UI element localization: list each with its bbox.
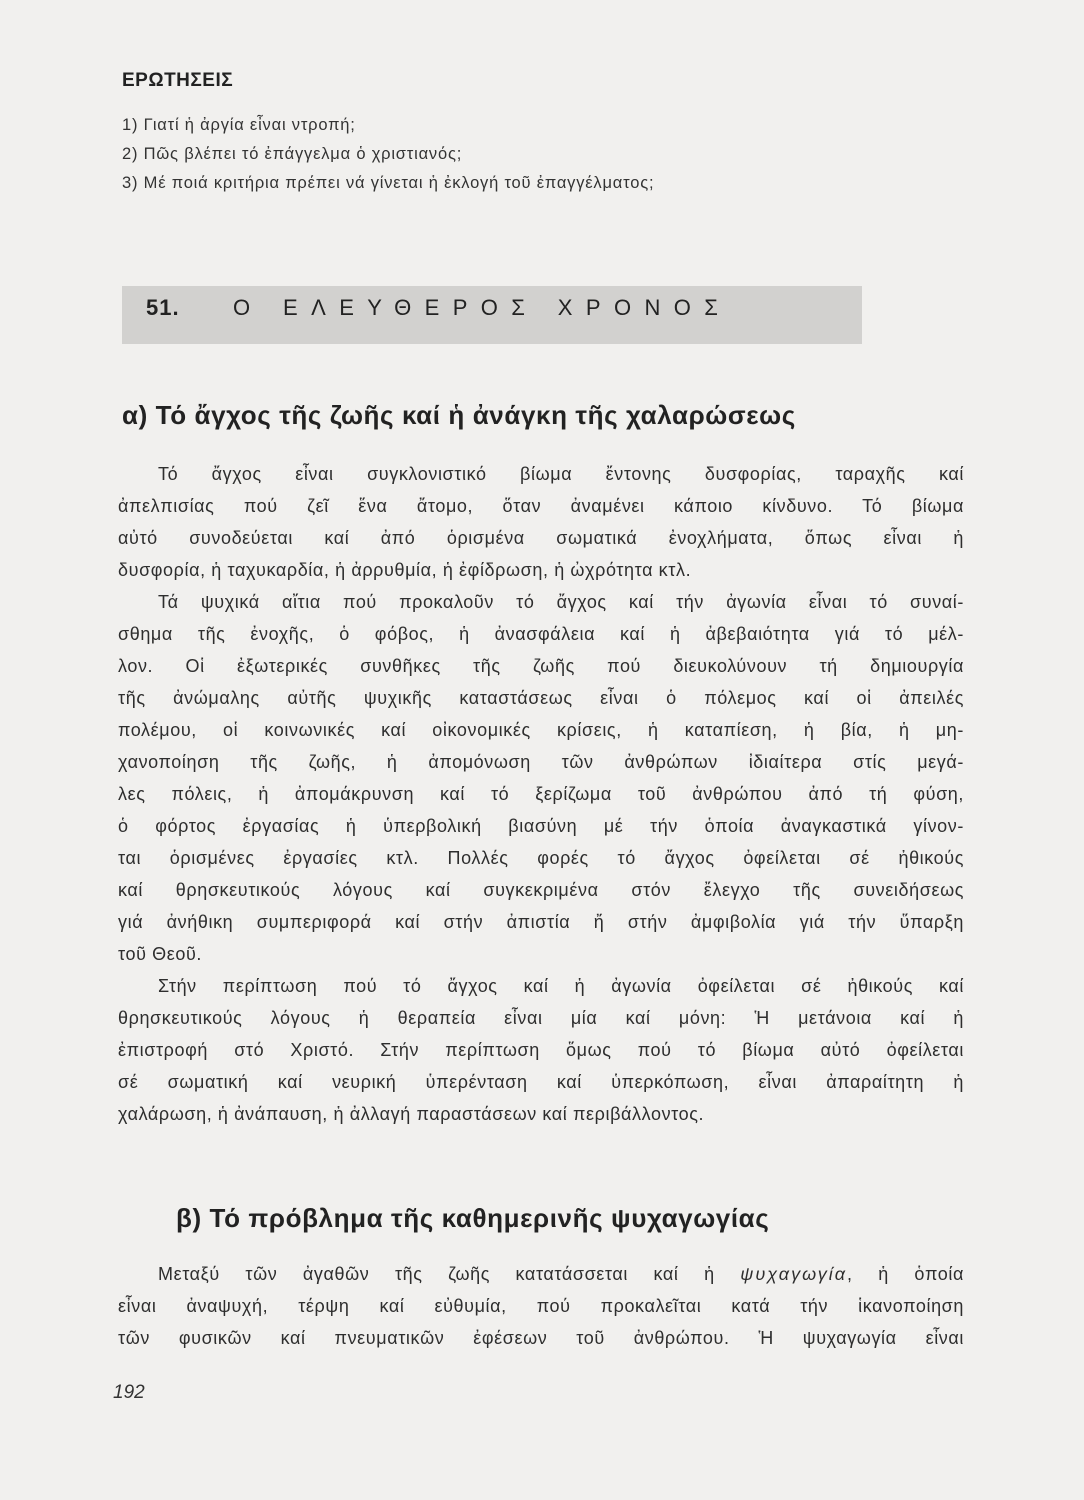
paragraph-line: Τό ἄγχος εἶναι συγκλονιστικό βίωμα ἔντονης δυσφορίας, ταραχῆς καί <box>158 464 964 484</box>
paragraph-line: θρησκευτικούς λόγους ἡ θεραπεία εἶναι μία καί μόνη: Ἡ μετάνοια καί ἡ <box>118 1008 964 1028</box>
paragraph-line: Στήν περίπτωση πού τό ἄγχος καί ἡ ἀγωνία ὀφείλεται σέ ἠθικούς καί <box>158 976 964 996</box>
questions-list <box>122 111 982 198</box>
section-b-heading: β) Τό πρόβλημα τῆς καθημερινῆς ψυχαγωγίας <box>176 1203 770 1233</box>
paragraph-line: πολέμου, οἱ κοινωνικές καί οἰκονομικές κρίσεις, ἡ καταπίεση, ἡ βία, ἡ μη- <box>118 720 964 740</box>
emphasized-term: ψυχαγωγία <box>740 1264 848 1284</box>
chapter-number: 51. <box>146 295 180 320</box>
paragraph-line: καί θρησκευτικούς λόγους καί συγκεκριμένα στόν ἔλεγχο τῆς συνειδήσεως <box>118 880 964 900</box>
paragraph-line: χανοποίηση τῆς ζωῆς, ἡ ἀπομόνωση τῶν ἀνθρώπων ἰδιαίτερα στίς μεγά- <box>118 752 964 772</box>
chapter-title: Ο ΕΛΕΥΘΕΡΟΣ ΧΡΟΝΟΣ <box>233 295 732 320</box>
paragraph-line: δυσφορία, ἡ ταχυκαρδία, ἡ ἀρρυθμία, ἡ ἐφίδρωση, ἡ ὠχρότητα κτλ. <box>118 560 692 580</box>
paragraph-line: τῶν φυσικῶν καί πνευματικῶν ἐφέσεων τοῦ ἀνθρώπου. Ἡ ψυχαγωγία εἶναι <box>118 1328 964 1348</box>
paragraph-line: χαλάρωση, ἡ ἀνάπαυση, ἡ ἀλλαγή παραστάσεων καί περιβάλλοντος. <box>118 1104 705 1124</box>
paragraph-line: Τά ψυχικά αἴτια πού προκαλοῦν τό ἄγχος καί τήν ἀγωνία εἶναι τό συναί- <box>158 592 964 612</box>
section-a-body <box>118 458 964 1130</box>
paragraph-line: σέ σωματική καί νευρική ὑπερένταση καί ὑπερκόπωση, εἶναι ἀπαραίτητη ἡ <box>118 1072 964 1092</box>
paragraph-line <box>118 1258 964 1290</box>
question-item: 1) Γιατί ἡ ἀργία εἶναι ντροπή; <box>122 116 356 134</box>
line-text: , ἡ ὁποία <box>847 1264 964 1284</box>
section-b-body <box>118 1258 964 1354</box>
paragraph-line: σθημα τῆς ἐνοχῆς, ὁ φόβος, ἡ ἀνασφάλεια καί ἡ ἀβεβαιότητα γιά τό μέλ- <box>118 624 964 644</box>
paragraph-line: αὐτό συνοδεύεται καί ἀπό ὁρισμένα σωματικά ἐνοχλήματα, ὅπως εἶναι ἡ <box>118 528 964 548</box>
question-item: 3) Μέ ποιά κριτήρια πρέπει νά γίνεται ἡ ἐκλογή τοῦ ἐπαγγέλματος; <box>122 174 655 192</box>
question-item: 2) Πῶς βλέπει τό ἐπάγγελμα ὁ χριστιανός; <box>122 145 463 163</box>
line-text: Μεταξύ τῶν ἀγαθῶν τῆς ζωῆς κατατάσσεται καί ἡ <box>158 1264 715 1284</box>
paragraph-line: ται ὁρισμένες ἐργασίες κτλ. Πολλές φορές τό ἄγχος ὀφείλεται σέ ἠθικούς <box>118 848 964 868</box>
paragraph-line: λον. Οἱ ἐξωτερικές συνθῆκες τῆς ζωῆς πού διευκολύνουν τή δημιουργία <box>118 656 964 676</box>
paragraph-line: ἐπιστροφή στό Χριστό. Στήν περίπτωση ὅμως πού τό βίωμα αὐτό ὀφείλεται <box>118 1040 964 1060</box>
questions-heading: ΕΡΩΤΗΣΕΙΣ <box>122 70 234 91</box>
page-number: 192 <box>113 1382 145 1403</box>
section-a-heading: α) Τό ἄγχος τῆς ζωῆς καί ἡ ἀνάγκη τῆς χαλαρώσεως <box>122 400 796 430</box>
paragraph-line: ἀπελπισίας πού ζεῖ ἕνα ἄτομο, ὅταν ἀναμένει κάποιο κίνδυνο. Τό βίωμα <box>118 496 964 516</box>
paragraph-line: λες πόλεις, ἡ ἀπομάκρυνση καί τό ξερίζωμα τοῦ ἀνθρώπου ἀπό τή φύση, <box>118 784 964 804</box>
paragraph-line: εἶναι ἀναψυχή, τέρψη καί εὐθυμία, πού προκαλεῖται κατά τήν ἱκανοποίηση <box>118 1296 964 1316</box>
paragraph-line: τοῦ Θεοῦ. <box>118 944 202 964</box>
paragraph-line: γιά ἀνήθικη συμπεριφορά καί στήν ἀπιστία ἤ στήν ἀμφιβολία γιά τήν ὕπαρξη <box>118 912 964 932</box>
paragraph-line: τῆς ἀνώμαλης αὐτῆς ψυχικῆς καταστάσεως εἶναι ὁ πόλεμος καί οἱ ἀπειλές <box>118 688 964 708</box>
paragraph-line: ὁ φόρτος ἐργασίας ἡ ὑπερβολική βιασύνη μέ τήν ὁποία ἀναγκαστικά γίνον- <box>118 816 964 836</box>
